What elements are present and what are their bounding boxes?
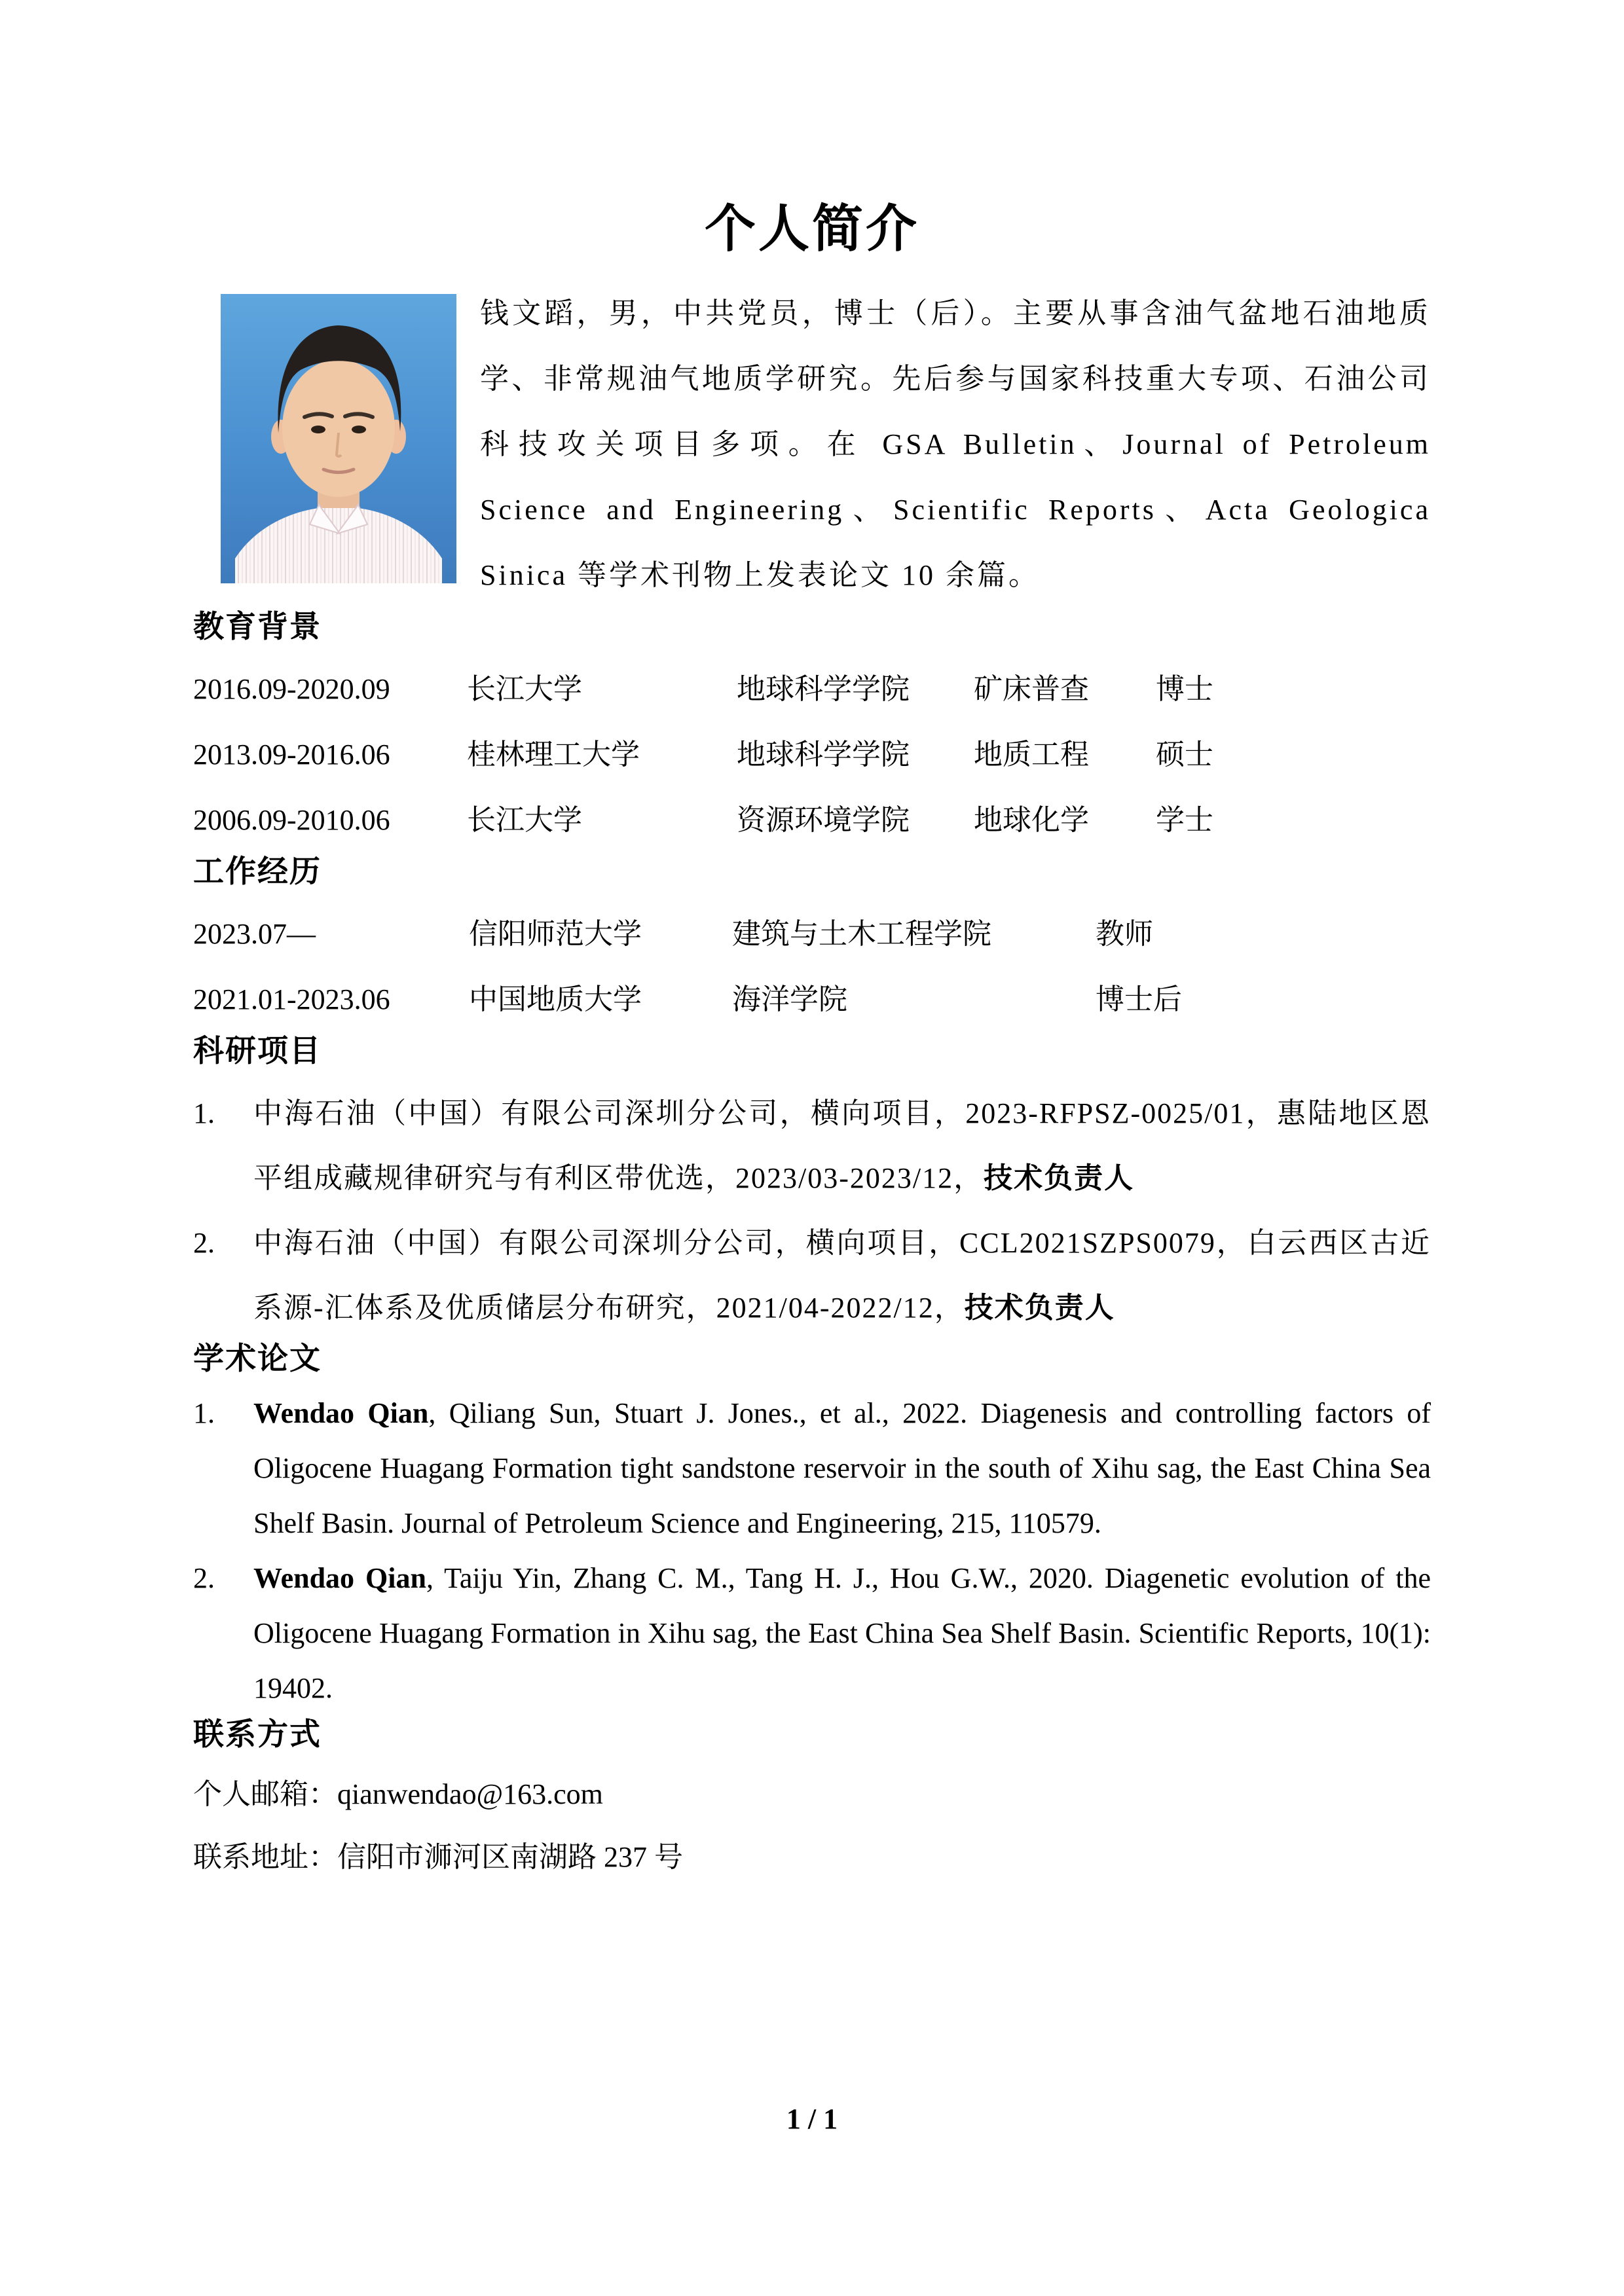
page-number: 1 / 1	[786, 2103, 838, 2135]
project-text: 中海石油（中国）有限公司深圳分公司，横向项目，2023-RFPSZ-0025/01，惠陆地区恩平组成藏规律研究与有利区带优选，2023/03-2023/12，技术负责人	[253, 1097, 1431, 1194]
contact-address-value: 信阳市浉河区南湖路 237 号	[337, 1841, 683, 1873]
education-row	[193, 788, 1431, 853]
papers-list	[193, 1386, 1431, 1716]
paper-item	[193, 1551, 1431, 1716]
id-photo-graphic	[221, 294, 456, 583]
education-school: 长江大学	[467, 673, 582, 705]
education-college: 资源环境学院	[737, 804, 910, 836]
education-school: 桂林理工大学	[467, 738, 640, 771]
section-heading-education: 教育背景	[193, 609, 322, 644]
education-college: 地球科学学院	[737, 673, 910, 705]
work-employer: 信阳师范大学	[469, 918, 642, 950]
education-degree: 硕士	[1156, 738, 1213, 771]
work-employer: 中国地质大学	[469, 983, 642, 1015]
projects-list	[193, 1081, 1431, 1340]
education-school: 长江大学	[467, 804, 582, 836]
contact-address-label: 联系地址：	[193, 1841, 337, 1873]
project-item	[193, 1211, 1431, 1340]
profile-photo	[221, 294, 456, 583]
section-heading-work: 工作经历	[193, 854, 322, 888]
contact-email-value: qianwendao@163.com	[337, 1778, 603, 1810]
work-period: 2021.01-2023.06	[193, 983, 390, 1015]
education-degree: 博士	[1156, 673, 1213, 705]
paper-text: Wendao Qian, Taiju Yin, Zhang C. M., Tang H. J., Hou G.W., 2020. Diagenetic evolution of the Oligocene Huagang Formation in Xihu sag, the East China Sea Shelf Basin. Scientific Reports, 10(1): 19402.	[253, 1562, 1431, 1704]
work-row	[193, 902, 1431, 967]
work-table	[193, 902, 1431, 1032]
work-period: 2023.07—	[193, 918, 316, 950]
item-number: 1.	[193, 1397, 215, 1429]
item-number: 2.	[193, 1562, 215, 1594]
project-text: 中海石油（中国）有限公司深圳分公司，横向项目，CCL2021SZPS0079，白云西区古近系源-汇体系及优质储层分布研究，2021/04-2022/12，技术负责人	[253, 1227, 1431, 1324]
work-row	[193, 967, 1431, 1032]
education-degree: 学士	[1156, 804, 1213, 836]
education-period: 2013.09-2016.06	[193, 738, 390, 771]
intro-paragraph: 钱文蹈，男，中共党员，博士（后）。主要从事含油气盆地石油地质学、非常规油气地质学研究。先后参与国家科技重大专项、石油公司科技攻关项目多项。在 GSA Bulletin、Journal of Petroleum Science and Engineering、Scientific Reports、Acta Geologica Sinica 等学术刊物上发表论文 10 余篇。	[480, 297, 1431, 591]
paper-text: Wendao Qian, Qiliang Sun, Stuart J. Jones., et al., 2022. Diagenesis and controlling factors of Oligocene Huagang Formation tight sandstone reservoir in the south of Xihu sag, the East China Sea Shelf Basin. Journal of Petroleum Science and Engineering, 215, 110579.	[253, 1397, 1431, 1539]
intro-section	[193, 281, 1431, 608]
section-heading-papers: 学术论文	[193, 1341, 322, 1376]
education-row	[193, 657, 1431, 722]
education-major: 矿床普查	[974, 673, 1089, 705]
person-eye-right	[352, 426, 366, 433]
education-period: 2006.09-2010.06	[193, 804, 390, 836]
section-heading-projects: 科研项目	[193, 1033, 322, 1068]
item-number: 1.	[193, 1097, 215, 1129]
person-face	[282, 359, 395, 497]
education-college: 地球科学学院	[737, 738, 910, 771]
work-position: 博士后	[1096, 983, 1182, 1015]
project-item	[193, 1081, 1431, 1211]
education-row	[193, 722, 1431, 788]
education-major: 地球化学	[974, 804, 1089, 836]
person-eye-left	[311, 426, 325, 433]
page-title: 个人简介	[704, 200, 919, 257]
paper-item	[193, 1386, 1431, 1551]
work-department: 海洋学院	[732, 983, 847, 1015]
contact-email-line	[193, 1763, 1431, 1826]
education-table	[193, 657, 1431, 853]
section-heading-contact: 联系方式	[193, 1717, 322, 1751]
contact-email-label: 个人邮箱：	[193, 1778, 337, 1810]
work-department: 建筑与土木工程学院	[732, 918, 991, 950]
education-major: 地质工程	[974, 738, 1089, 771]
contact-address-line	[193, 1826, 1431, 1889]
item-number: 2.	[193, 1227, 215, 1259]
education-period: 2016.09-2020.09	[193, 673, 390, 705]
work-position: 教师	[1096, 918, 1153, 950]
